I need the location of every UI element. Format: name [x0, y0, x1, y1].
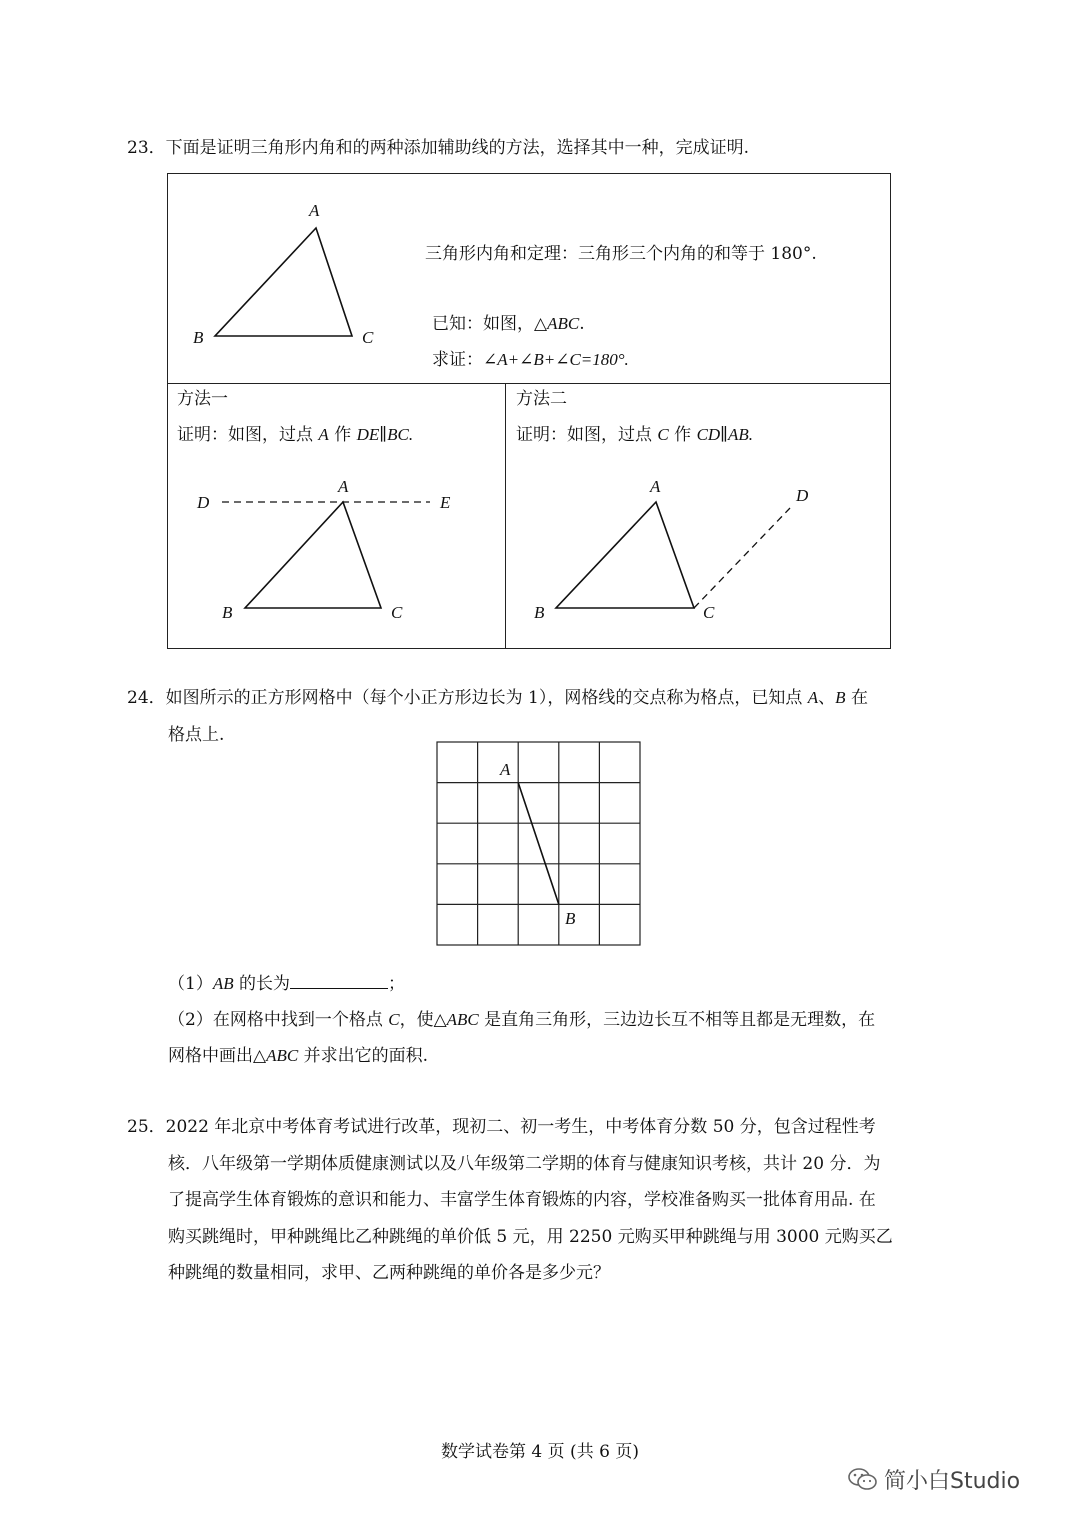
q24-line2: 格点上.: [168, 725, 225, 745]
method1-p2: 作: [328, 425, 357, 445]
q24-text-a: 如图所示的正方形网格中（每个小正方形边长为 1），网格线的交点称为格点，已知点: [165, 688, 808, 708]
m2-label-b: B: [534, 603, 545, 622]
label-c: C: [362, 328, 374, 347]
part1-end: ；: [388, 974, 406, 994]
m2-label-c: C: [703, 603, 715, 622]
answer-blank: [290, 973, 388, 989]
part2-c2: 是直角三角形，三边边长互不相等且都是无理数，在: [478, 1010, 876, 1030]
q25-line1: [127, 1117, 876, 1137]
part2-abc: ABC: [446, 1010, 479, 1029]
watermark: [848, 1464, 1020, 1495]
q25-line4: 购买跳绳时，甲种跳绳比乙种跳绳的单价低 5 元，用 2250 元购买甲种跳绳与用 3000 元购买乙: [168, 1227, 893, 1247]
q24-part2-line2: [168, 1046, 428, 1066]
given-end: .: [579, 314, 585, 334]
method2-p2: 作: [668, 425, 697, 445]
m1-label-a: A: [338, 477, 349, 496]
q25-text-0: 2022 年北京中考体育考试进行改革，现初二、初一考生，中考体育分数 50 分，包含过程性考: [165, 1117, 876, 1137]
q25-line5: 种跳绳的数量相同，求甲、乙两种跳绳的单价各是多少元？: [168, 1263, 610, 1283]
part1-b: 的长为: [233, 974, 291, 994]
q24-number: 24．: [127, 688, 166, 708]
m2-label-a: A: [650, 477, 661, 496]
part2-b: ，使△: [399, 1010, 447, 1030]
part1-ab: AB: [212, 974, 234, 993]
part2-l2-b: 并求出它的面积.: [298, 1046, 428, 1066]
q23-prompt: 下面是证明三角形内角和的两种添加辅助线的方法，选择其中一种，完成证明.: [165, 138, 750, 158]
q24-text-b: 在: [845, 688, 868, 708]
page-footer: 数学试卷第 4 页 (共 6 页): [441, 1442, 639, 1462]
watermark-text: 简小白Studio: [884, 1469, 1021, 1494]
q25-line3: 了提高学生体育锻炼的意识和能力、丰富学生体育锻炼的内容，学校准备购买一批体育用品. 在: [168, 1190, 876, 1210]
grid-label-b: B: [565, 909, 576, 928]
m1-label-e: E: [440, 493, 451, 512]
method2-line: CD∥AB.: [696, 425, 754, 444]
method2-title: 方法二: [516, 389, 567, 409]
label-b: B: [193, 328, 204, 347]
method1-line: DE∥BC.: [356, 425, 414, 444]
grid-label-a: A: [500, 760, 511, 779]
q24-pt-a: A: [807, 688, 819, 707]
part2-c: C: [388, 1010, 400, 1029]
q23-theorem: 三角形内角和定理：三角形三个内角的和等于 180°.: [425, 244, 817, 264]
q24-pt-b: B: [835, 688, 846, 707]
method1-p1: 证明：如图，过点: [177, 425, 319, 445]
given-tri: △: [534, 314, 548, 334]
prove-prefix: 求证：: [432, 350, 483, 370]
m1-label-b: B: [222, 603, 233, 622]
given-prefix: 已知：如图，: [432, 314, 534, 334]
part1-a: （1）: [168, 974, 213, 994]
method1-title: 方法一: [177, 389, 228, 409]
q24-part2: [168, 1010, 875, 1030]
q24-part1: [168, 973, 405, 994]
method1-pt: A: [318, 425, 329, 444]
given-abc: ABC: [547, 314, 580, 333]
method2-p1: 证明：如图，过点: [516, 425, 658, 445]
method2-pt: C: [657, 425, 669, 444]
prove-expr: ∠A+∠B+∠C=180°.: [483, 350, 629, 369]
m1-label-d: D: [197, 493, 210, 512]
m2-label-d: D: [796, 486, 809, 505]
q23-number: 23．: [127, 138, 166, 158]
part2-l2-abc: ABC: [266, 1046, 299, 1065]
segment-ab: [518, 783, 559, 905]
label-a: A: [309, 201, 320, 220]
m1-label-c: C: [391, 603, 403, 622]
q25-number: 25．: [127, 1117, 166, 1137]
part2-a: （2）在网格中找到一个格点: [168, 1010, 389, 1030]
wechat-icon: [848, 1467, 878, 1493]
q24-sep: 、: [818, 688, 836, 708]
q25-line2: 核．八年级第一学期体质健康测试以及八年级第二学期的体育与健康知识考核，共计 20 分．为: [168, 1154, 881, 1174]
part2-l2-a: 网格中画出△: [168, 1046, 267, 1066]
